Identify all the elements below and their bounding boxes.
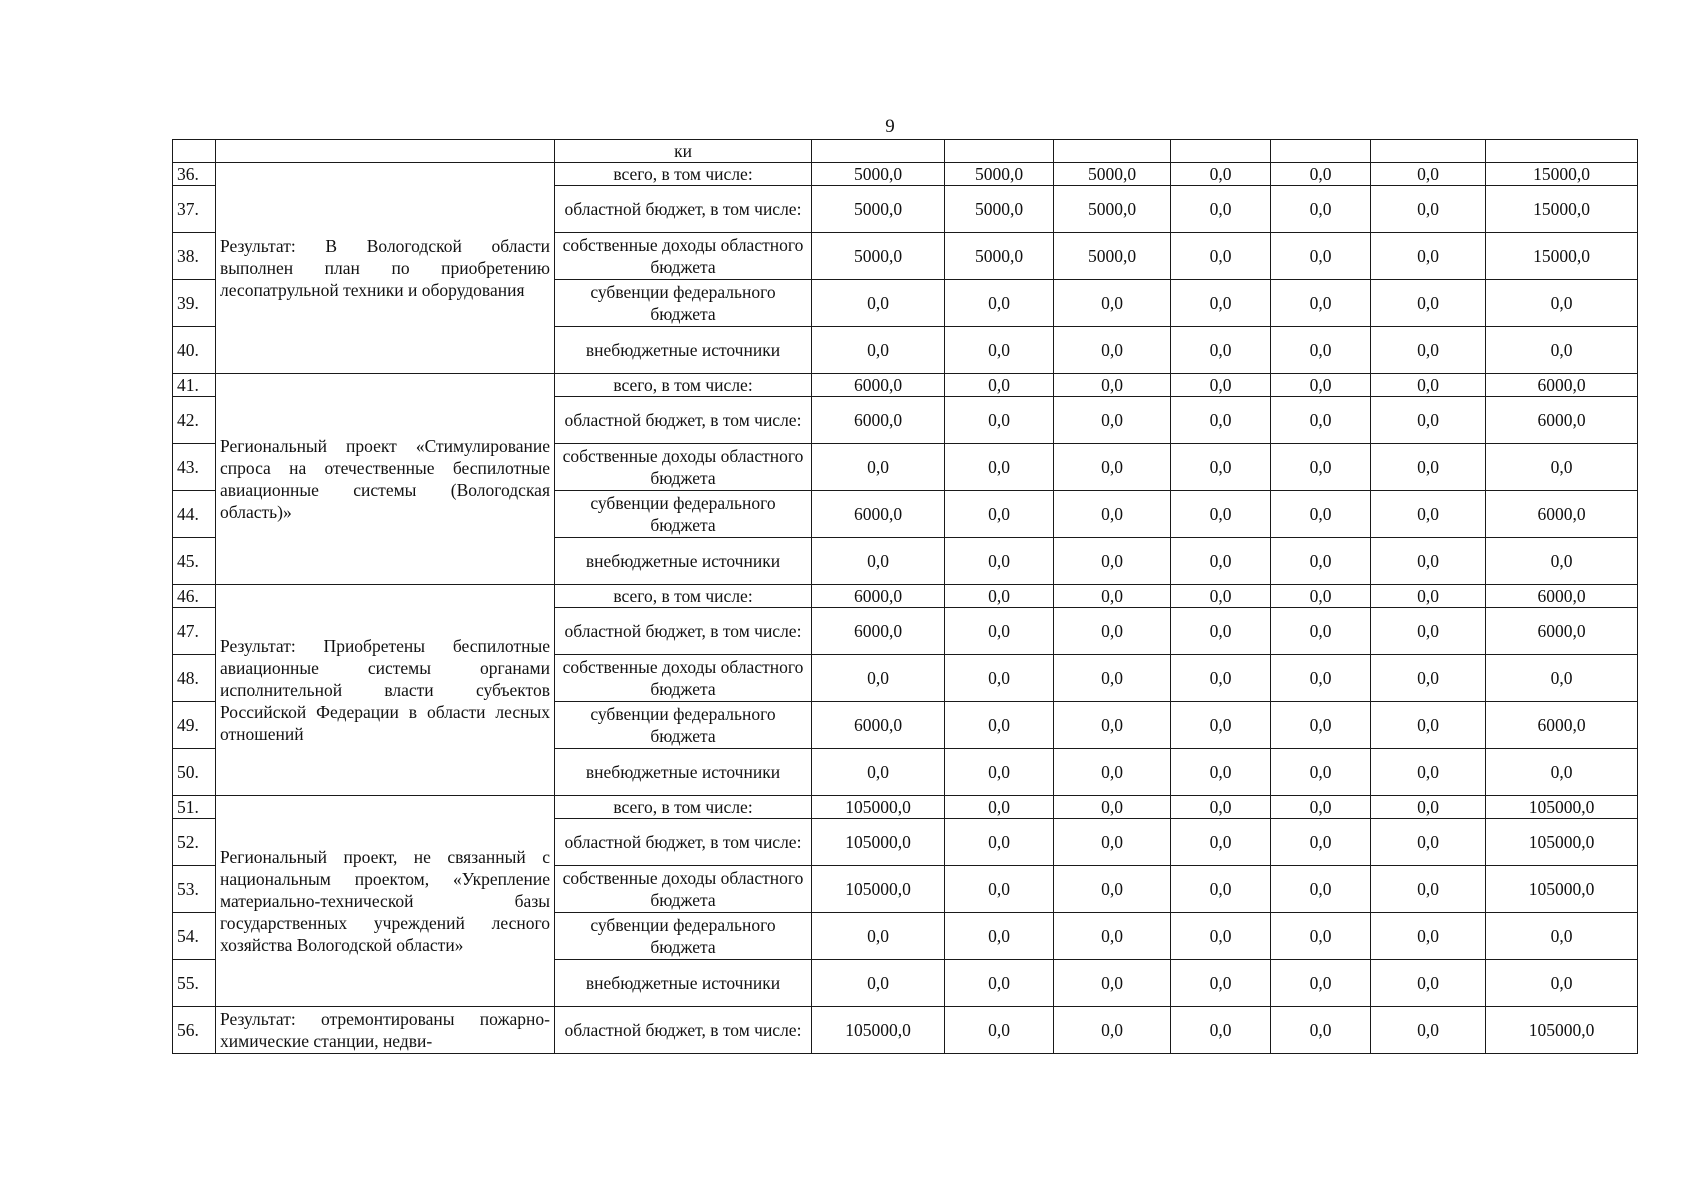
funding-source: субвенции федерального бюджета [555,491,812,538]
funding-source: собственные доходы областного бюджета [555,444,812,491]
row-number: 39. [173,280,216,327]
row-number: 50. [173,749,216,796]
value-cell-4: 0,0 [1171,233,1271,280]
value-cell-4: 0,0 [1171,585,1271,608]
value-cell-6: 0,0 [1371,655,1486,702]
group-name: Результат: Приобретены беспилотные авиационные системы органами исполнительной власти субъектов Российской Федерации в области лесных отношений [216,585,555,796]
value-cell-4: 0,0 [1171,1007,1271,1054]
value-cell-7: 15000,0 [1486,186,1638,233]
value-cell-4: 0,0 [1171,374,1271,397]
value-cell-7: 0,0 [1486,913,1638,960]
group-name: Региональный проект, не связанный с национальным проектом, «Укрепление материально-технической базы государственных учреждений лесного хозяйства Вологодской области» [216,796,555,1007]
value-cell-6: 0,0 [1371,163,1486,186]
value-cell-7: 6000,0 [1486,374,1638,397]
value-cell-3: 0,0 [1054,397,1171,444]
value-cell-5: 0,0 [1271,702,1371,749]
value-cell-7: 0,0 [1486,749,1638,796]
value-cell-3: 0,0 [1054,491,1171,538]
value-cell-6: 0,0 [1371,1007,1486,1054]
value-cell-7: 6000,0 [1486,585,1638,608]
funding-source: областной бюджет, в том числе: [555,186,812,233]
value-cell-7: 6000,0 [1486,397,1638,444]
row-number: 54. [173,913,216,960]
funding-source: субвенции федерального бюджета [555,913,812,960]
value-cell-6: 0,0 [1371,585,1486,608]
value-cell-4: 0,0 [1171,444,1271,491]
table-row [173,1007,1638,1054]
value-cell-5: 0,0 [1271,749,1371,796]
value-cell-2: 0,0 [945,280,1054,327]
value-cell-2: 0,0 [945,444,1054,491]
value-cell-7: 15000,0 [1486,163,1638,186]
value-cell-3: 0,0 [1054,796,1171,819]
value-cell-3: 0,0 [1054,702,1171,749]
row-number: 43. [173,444,216,491]
value-cell-6: 0,0 [1371,280,1486,327]
value-cell-7: 0,0 [1486,444,1638,491]
value-cell-7: 0,0 [1486,327,1638,374]
row-number: 48. [173,655,216,702]
value-cell-5: 0,0 [1271,280,1371,327]
value-cell-1: 0,0 [812,327,945,374]
value-cell-1: 6000,0 [812,585,945,608]
value-cell-1: 0,0 [812,749,945,796]
value-cell-7: 6000,0 [1486,608,1638,655]
value-cell-1: 5000,0 [812,163,945,186]
value-cell-1: 0,0 [812,538,945,585]
cell-number [173,140,216,163]
value-cell-6: 0,0 [1371,819,1486,866]
value-cell-6: 0,0 [1371,702,1486,749]
value-cell-6: 0,0 [1371,538,1486,585]
value-cell-3: 5000,0 [1054,163,1171,186]
value-cell-1: 0,0 [812,280,945,327]
value-cell-3: 0,0 [1054,960,1171,1007]
value-cell-4: 0,0 [1171,163,1271,186]
value-cell-6: 0,0 [1371,960,1486,1007]
value-cell-3: 0,0 [1054,819,1171,866]
value-cell-7: 6000,0 [1486,491,1638,538]
value-cell-6: 0,0 [1371,749,1486,796]
row-number: 42. [173,397,216,444]
row-number: 38. [173,233,216,280]
table-row [173,585,1638,608]
value-cell-6: 0,0 [1371,866,1486,913]
value-cell-5: 0,0 [1271,819,1371,866]
value-cell-1: 0,0 [812,960,945,1007]
value-cell-3: 0,0 [1054,327,1171,374]
funding-source: внебюджетные источники [555,327,812,374]
value-cell-3: 5000,0 [1054,233,1171,280]
row-number: 37. [173,186,216,233]
value-cell-7: 0,0 [1486,538,1638,585]
value-cell-2: 0,0 [945,491,1054,538]
value-cell-4: 0,0 [1171,327,1271,374]
value-cell-3: 0,0 [1054,585,1171,608]
funding-source: внебюджетные источники [555,538,812,585]
value-cell-6: 0,0 [1371,491,1486,538]
value-cell-4: 0,0 [1171,491,1271,538]
value-cell-3: 0,0 [1054,444,1171,491]
value-cell-2: 0,0 [945,702,1054,749]
value-cell-3: 0,0 [1054,374,1171,397]
value-cell-7: 0,0 [1486,960,1638,1007]
value-cell-6: 0,0 [1371,913,1486,960]
row-number: 47. [173,608,216,655]
group-name: Результат: отремонтированы пожарно-химические станции, недви- [216,1007,555,1054]
value-cell-4: 0,0 [1171,655,1271,702]
value-cell-1: 6000,0 [812,491,945,538]
value-cell-6: 0,0 [1371,397,1486,444]
value-cell-5: 0,0 [1271,163,1371,186]
value-cell-4: 0,0 [1171,913,1271,960]
value-cell-6: 0,0 [1371,233,1486,280]
funding-source: собственные доходы областного бюджета [555,866,812,913]
value-cell-5: 0,0 [1271,444,1371,491]
value-cell-4: 0,0 [1171,960,1271,1007]
funding-source: всего, в том числе: [555,796,812,819]
value-cell-2: 0,0 [945,585,1054,608]
value-cell-1: 5000,0 [812,233,945,280]
value-cell-4: 0,0 [1171,608,1271,655]
value-cell-6: 0,0 [1371,327,1486,374]
table-row [173,163,1638,186]
value-cell-5: 0,0 [1271,608,1371,655]
row-number: 53. [173,866,216,913]
cell-source: ки [555,140,812,163]
cell-name [216,140,555,163]
row-number: 40. [173,327,216,374]
row-number: 36. [173,163,216,186]
row-number: 56. [173,1007,216,1054]
value-cell-3: 0,0 [1054,608,1171,655]
value-cell-5: 0,0 [1271,233,1371,280]
value-cell-7: 105000,0 [1486,1007,1638,1054]
value-cell-5: 0,0 [1271,374,1371,397]
value-cell-7: 15000,0 [1486,233,1638,280]
row-number: 51. [173,796,216,819]
value-cell-6: 0,0 [1371,796,1486,819]
value-cell-2: 0,0 [945,538,1054,585]
value-cell-1: 105000,0 [812,1007,945,1054]
page-number: 9 [885,116,895,137]
value-cell-2: 0,0 [945,397,1054,444]
value-cell-6: 0,0 [1371,444,1486,491]
value-cell-2: 0,0 [945,655,1054,702]
funding-source: областной бюджет, в том числе: [555,608,812,655]
value-cell-7: 0,0 [1486,280,1638,327]
table-row-continuation [173,140,1638,163]
value-cell-3: 0,0 [1054,913,1171,960]
value-cell-2: 0,0 [945,1007,1054,1054]
value-cell-7: 6000,0 [1486,702,1638,749]
value-cell-4: 0,0 [1171,749,1271,796]
funding-source: областной бюджет, в том числе: [555,1007,812,1054]
budget-table [172,139,1638,1054]
funding-source: всего, в том числе: [555,585,812,608]
value-cell-4: 0,0 [1171,796,1271,819]
funding-source: всего, в том числе: [555,163,812,186]
value-cell-5: 0,0 [1271,1007,1371,1054]
value-cell-1: 6000,0 [812,397,945,444]
funding-source: областной бюджет, в том числе: [555,819,812,866]
value-cell-1: 0,0 [812,444,945,491]
value-cell-1: 105000,0 [812,819,945,866]
value-cell-6: 0,0 [1371,186,1486,233]
value-cell-7: 0,0 [1486,655,1638,702]
row-number: 55. [173,960,216,1007]
value-cell-2: 0,0 [945,960,1054,1007]
value-cell-5: 0,0 [1271,960,1371,1007]
value-cell-1: 0,0 [812,655,945,702]
value-cell-5: 0,0 [1271,655,1371,702]
funding-source: всего, в том числе: [555,374,812,397]
value-cell-5: 0,0 [1271,796,1371,819]
group-name: Региональный проект «Стимулирование спроса на отечественные беспилотные авиационные системы (Вологодская область)» [216,374,555,585]
value-cell-1: 5000,0 [812,186,945,233]
value-cell-5: 0,0 [1271,491,1371,538]
value-cell-3: 0,0 [1054,749,1171,796]
group-name: Результат: В Вологодской области выполнен план по приобретению лесопатрульной техники и оборудования [216,163,555,374]
value-cell-1: 105000,0 [812,796,945,819]
value-cell-6: 0,0 [1371,608,1486,655]
value-cell-2: 5000,0 [945,163,1054,186]
value-cell-3: 0,0 [1054,1007,1171,1054]
funding-source: внебюджетные источники [555,960,812,1007]
funding-source: собственные доходы областного бюджета [555,233,812,280]
value-cell-3: 0,0 [1054,538,1171,585]
value-cell-5: 0,0 [1271,585,1371,608]
value-cell-2: 0,0 [945,913,1054,960]
value-cell-3: 0,0 [1054,655,1171,702]
value-cell-1: 6000,0 [812,608,945,655]
value-cell-7: 105000,0 [1486,866,1638,913]
value-cell-4: 0,0 [1171,280,1271,327]
value-cell-5: 0,0 [1271,913,1371,960]
value-cell-2: 0,0 [945,608,1054,655]
value-cell-5: 0,0 [1271,538,1371,585]
row-number: 49. [173,702,216,749]
table-body [173,140,1638,1054]
value-cell-5: 0,0 [1271,397,1371,444]
value-cell-7: 105000,0 [1486,819,1638,866]
funding-source: внебюджетные источники [555,749,812,796]
funding-source: субвенции федерального бюджета [555,702,812,749]
value-cell-2: 0,0 [945,374,1054,397]
value-cell-5: 0,0 [1271,866,1371,913]
value-cell-5: 0,0 [1271,327,1371,374]
funding-source: собственные доходы областного бюджета [555,655,812,702]
row-number: 45. [173,538,216,585]
row-number: 52. [173,819,216,866]
value-cell-2: 0,0 [945,749,1054,796]
value-cell-2: 0,0 [945,866,1054,913]
value-cell-4: 0,0 [1171,186,1271,233]
value-cell-2: 5000,0 [945,233,1054,280]
value-cell-2: 0,0 [945,819,1054,866]
value-cell-5: 0,0 [1271,186,1371,233]
value-cell-6: 0,0 [1371,374,1486,397]
value-cell-3: 0,0 [1054,866,1171,913]
value-cell-1: 6000,0 [812,702,945,749]
row-number: 44. [173,491,216,538]
value-cell-1: 0,0 [812,913,945,960]
funding-source: областной бюджет, в том числе: [555,397,812,444]
value-cell-4: 0,0 [1171,538,1271,585]
value-cell-1: 6000,0 [812,374,945,397]
value-cell-2: 0,0 [945,796,1054,819]
value-cell-4: 0,0 [1171,702,1271,749]
value-cell-3: 5000,0 [1054,186,1171,233]
row-number: 46. [173,585,216,608]
value-cell-1: 105000,0 [812,866,945,913]
value-cell-3: 0,0 [1054,280,1171,327]
value-cell-4: 0,0 [1171,819,1271,866]
value-cell-2: 5000,0 [945,186,1054,233]
row-number: 41. [173,374,216,397]
value-cell-7: 105000,0 [1486,796,1638,819]
value-cell-2: 0,0 [945,327,1054,374]
table-row [173,374,1638,397]
table-row [173,796,1638,819]
value-cell-4: 0,0 [1171,866,1271,913]
funding-source: субвенции федерального бюджета [555,280,812,327]
value-cell-4: 0,0 [1171,397,1271,444]
